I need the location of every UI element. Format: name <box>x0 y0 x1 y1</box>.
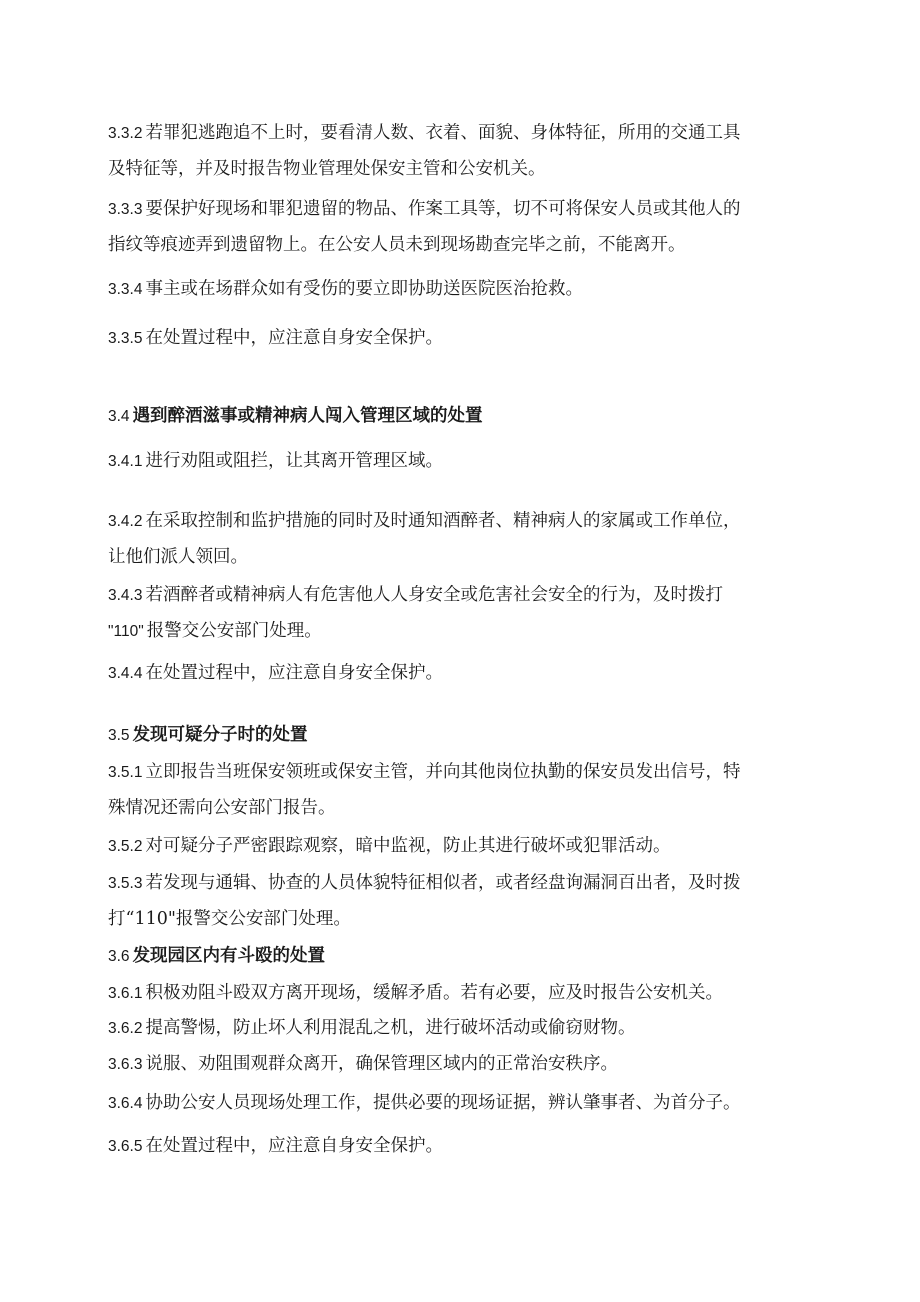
line-3-6-4: 3.6.4 协助公安人员现场处理工作，提供必要的现场证据，辨认肇事者、为首分子。 <box>108 1093 741 1113</box>
line-3-5-3: 3.5.3 若发现与通辑、协查的人员体貌特征相似者，或者经盘询漏洞百出者，及时拨 <box>108 873 741 893</box>
line-3-6-5: 3.6.5 在处置过程中，应注意自身安全保护。 <box>108 1136 443 1156</box>
line-3-4-4: 3.4.4 在处置过程中，应注意自身安全保护。 <box>108 663 443 683</box>
line-3-4-3: 3.4.3 若酒醉者或精神病人有危害他人人身安全或危害社会安全的行为，及时拨打 <box>108 585 723 605</box>
line-3-3-5: 3.3.5 在处置过程中，应注意自身安全保护。 <box>108 328 443 348</box>
line-3-3-2-cont: 及特征等，并及时报告物业管理处保安主管和公安机关。 <box>108 159 546 179</box>
line-3-4-2-cont: 让他们派人领回。 <box>108 547 248 567</box>
section-heading-3-5: 3.5 发现可疑分子时的处置 <box>108 725 308 745</box>
line-3-3-2: 3.3.2 若罪犯逃跑追不上时，要看清人数、衣着、面貌、身体特征，所用的交通工具 <box>108 123 741 143</box>
line-3-5-2: 3.5.2 对可疑分子严密跟踪观察，暗中监视，防止其进行破坏或犯罪活动。 <box>108 836 671 856</box>
line-3-5-3-cont: 打“110"报警交公安部门处理。 <box>108 909 351 929</box>
line-3-6-3: 3.6.3 说服、劝阻围观群众离开，确保管理区域内的正常治安秩序。 <box>108 1054 618 1074</box>
line-3-4-2: 3.4.2 在采取控制和监护措施的同时及时通知酒醉者、精神病人的家属或工作单位， <box>108 511 741 531</box>
line-3-4-1: 3.4.1 进行劝阻或阻拦，让其离开管理区域。 <box>108 451 443 471</box>
line-3-3-3-cont: 指纹等痕迹弄到遗留物上。在公安人员未到现场勘查完毕之前，不能离开。 <box>108 235 686 255</box>
line-3-6-2: 3.6.2 提高警惕，防止坏人利用混乱之机，进行破坏活动或偷窃财物。 <box>108 1018 636 1038</box>
line-3-6-1: 3.6.1 积极劝阻斗殴双方离开现场，缓解矛盾。若有必要，应及时报告公安机关。 <box>108 983 723 1003</box>
line-3-3-4: 3.3.4 事主或在场群众如有受伤的要立即协助送医院医治抢救。 <box>108 279 583 299</box>
line-3-3-3: 3.3.3 要保护好现场和罪犯遗留的物品、作案工具等，切不可将保安人员或其他人的 <box>108 199 741 219</box>
section-heading-3-4: 3.4 遇到醉酒滋事或精神病人闯入管理区域的处置 <box>108 406 483 426</box>
line-3-5-1: 3.5.1 立即报告当班保安领班或保安主管，并向其他岗位执勤的保安员发出信号，特 <box>108 762 741 782</box>
section-heading-3-6: 3.6 发现园区内有斗殴的处置 <box>108 946 326 966</box>
line-3-5-1-cont: 殊情况还需向公安部门报告。 <box>108 798 336 818</box>
line-3-4-3-cont: "110" 报警交公安部门处理。 <box>108 621 322 641</box>
